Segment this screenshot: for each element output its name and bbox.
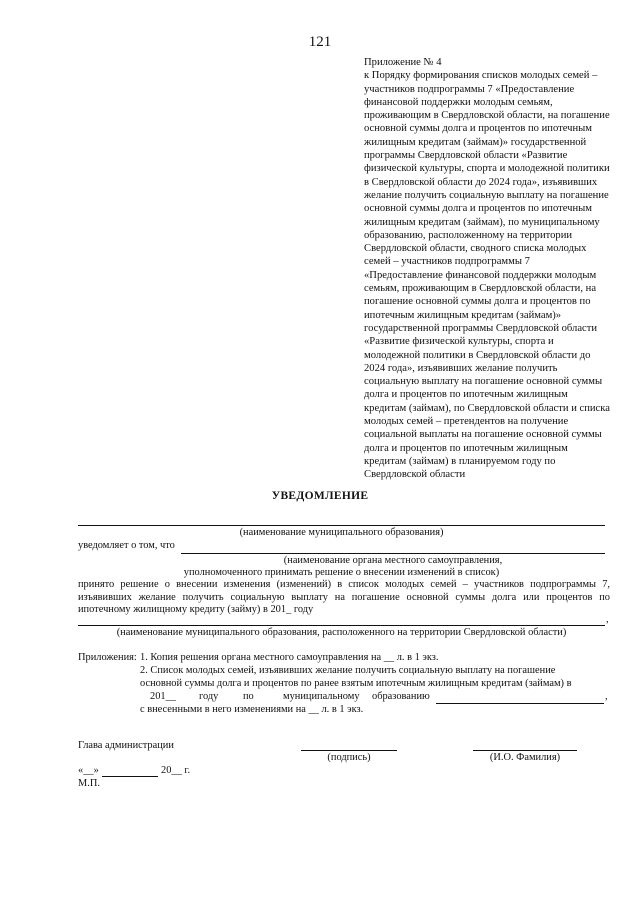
attachment-2-year: 201__: [150, 691, 176, 702]
signature-line: [301, 750, 397, 751]
attachment-2-word-3: муниципальному: [283, 691, 360, 702]
attachments-label: Приложения:: [78, 652, 137, 663]
caption-name: (И.О. Фамилия): [489, 752, 561, 763]
caption-signature: (подпись): [327, 752, 371, 763]
attachment-2-line-2: основной суммы долга и процентов по ранее взятым ипотечным жилищным кредитам (займам) в: [140, 678, 572, 689]
municipality-field-line: [78, 525, 605, 526]
date-year: 20__ г.: [161, 765, 191, 776]
caption-authority-2: уполномоченного принимать решение о внесении изменений в список): [183, 567, 500, 578]
attachment-2-word-2: по: [243, 691, 254, 702]
date-day: «__»: [78, 765, 99, 776]
appendix-text: к Порядку формирования списков молодых семей – участников подпрограммы 7 «Предоставление финансовой поддержки молодым семьям, проживающим в Свердловской области, на погашение основной суммы долга и процентов по ипотечным жилищным кредитам (займам)» государственной программы Свердловской области «Развитие физической культуры, спорта и молодежной политики в Свердловской области до 2024 года», изъявивших желание получить социальную выплату на погашение основной суммы долга и процентов по ипотечным жилищным кредитам (займам), по муниципальному образованию, расположенному на территории Свердловской области, сводного списка молодых семей – участников подпрограммы 7 «Предоставление финансовой поддержки молодым семьям, проживающим в Свердловской области, на погашение основной суммы долга и процентов по ипотечным жилищным кредитам (займам)» государственной программы Свердловской области «Развитие физической культуры, спорта и молодежной политики в Свердловской области до 2024 года», изъявивших желание получить социальную выплату на погашение основной суммы долга и процентов по ипотечным жилищным кредитам (займам), по Свердловской области и списка молодых семей – претендентов на получение социальной выплаты на погашение основной суммы долга и процентов по ипотечным жилищным кредитам (займам) в планируемом году по Свердловской области: [364, 70, 610, 481]
head-of-administration-label: Глава администрации: [78, 740, 174, 751]
page-number: 121: [308, 34, 332, 50]
caption-municipality: (наименование муниципального образования): [239, 527, 444, 538]
seal-mark: М.П.: [78, 778, 100, 789]
document-heading: УВЕДОМЛЕНИЕ: [271, 490, 369, 502]
decision-text: принято решение о внесении изменения (изменений) в список молодых семей – участников подпрограммы 7, изъявивших желание получить социальную выплату на погашение основной суммы долга или процентов по ипотечному жилищному кредиту (займу) в 201_ году: [78, 579, 610, 615]
attachment-2-line-4: с внесенными в него изменениями на __ л. в 1 экз.: [140, 704, 364, 715]
date-month-line: [102, 776, 158, 777]
caption-authority-1: (наименование органа местного самоуправления,: [283, 555, 503, 566]
territory-field-line: [78, 625, 605, 626]
attachment-2-word-4: образованию: [372, 691, 430, 702]
trailing-comma: ,: [606, 614, 609, 625]
attachment-2-line-1: 2. Список молодых семей, изъявивших желание получить социальную выплату на погашение: [140, 665, 556, 676]
appendix-block: [364, 56, 610, 482]
attachment-2-comma: ,: [605, 691, 608, 702]
name-line: [473, 750, 577, 751]
appendix-title: Приложение № 4: [364, 57, 442, 68]
attachment-1: 1. Копия решения органа местного самоуправления на __ л. в 1 экз.: [140, 652, 439, 663]
caption-municipality-territory: (наименование муниципального образования, расположенного на территории Свердловской области): [116, 627, 567, 638]
attachment-2-municipality-line: [436, 703, 604, 704]
notifies-label: уведомляет о том, что: [78, 540, 175, 551]
authority-field-line: [181, 553, 605, 554]
attachment-2-word-1: году: [199, 691, 219, 702]
